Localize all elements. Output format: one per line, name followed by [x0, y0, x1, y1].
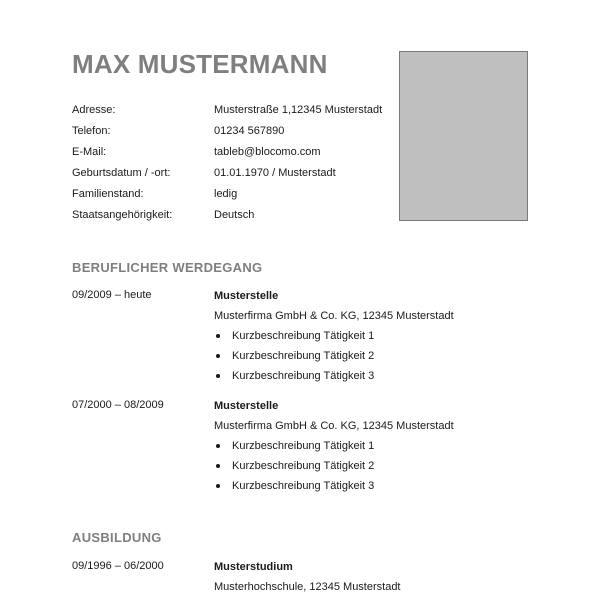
entry-company: Musterfirma GmbH & Co. KG, 12345 Musterstadt — [214, 310, 454, 322]
personal-value: ledig — [214, 188, 238, 200]
personal-label: E-Mail: — [72, 146, 107, 158]
photo-placeholder — [399, 51, 528, 221]
entry-position: Musterstelle — [214, 400, 279, 412]
entry-period: 09/2009 – heute — [72, 289, 152, 301]
entry-period: 07/2000 – 08/2009 — [72, 399, 164, 411]
personal-label: Staatsangehörigkeit: — [72, 209, 173, 221]
list-item: Kurzbeschreibung Tätigkeit 3 — [214, 369, 454, 389]
personal-value: Deutsch — [214, 209, 255, 221]
entry-degree: Musterstudium — [214, 561, 293, 573]
personal-label: Geburtsdatum / -ort: — [72, 167, 171, 179]
entry-company: Musterfirma GmbH & Co. KG, 12345 Musterstadt — [214, 420, 454, 432]
entry-detail — [214, 560, 401, 600]
personal-value: tableb@blocomo.com — [214, 146, 321, 158]
list-item: Kurzbeschreibung Tätigkeit 2 — [214, 459, 454, 479]
resume-name: MAX MUSTERMANN — [72, 49, 328, 79]
entry-position: Musterstelle — [214, 290, 279, 302]
list-item: Kurzbeschreibung Tätigkeit 1 — [214, 439, 454, 459]
personal-label: Telefon: — [72, 125, 111, 137]
section-title-education: AUSBILDUNG — [72, 530, 162, 545]
list-item: Kurzbeschreibung Tätigkeit 2 — [214, 349, 454, 369]
personal-label: Adresse: — [72, 104, 116, 116]
entry-detail — [214, 289, 454, 389]
personal-value: 01.01.1970 / Musterstadt — [214, 167, 336, 179]
entry-detail — [214, 399, 454, 499]
personal-label: Familienstand: — [72, 188, 144, 200]
list-item: Kurzbeschreibung Tätigkeit 3 — [214, 479, 454, 499]
personal-value: 01234 567890 — [214, 125, 285, 137]
entry-period: 09/1996 – 06/2000 — [72, 560, 164, 572]
personal-value: Musterstraße 1,12345 Musterstadt — [214, 104, 383, 116]
section-title-career: BERUFLICHER WERDEGANG — [72, 260, 263, 275]
list-item: Kurzbeschreibung Tätigkeit 1 — [214, 329, 454, 349]
entry-school: Musterhochschule, 12345 Musterstadt — [214, 581, 401, 593]
